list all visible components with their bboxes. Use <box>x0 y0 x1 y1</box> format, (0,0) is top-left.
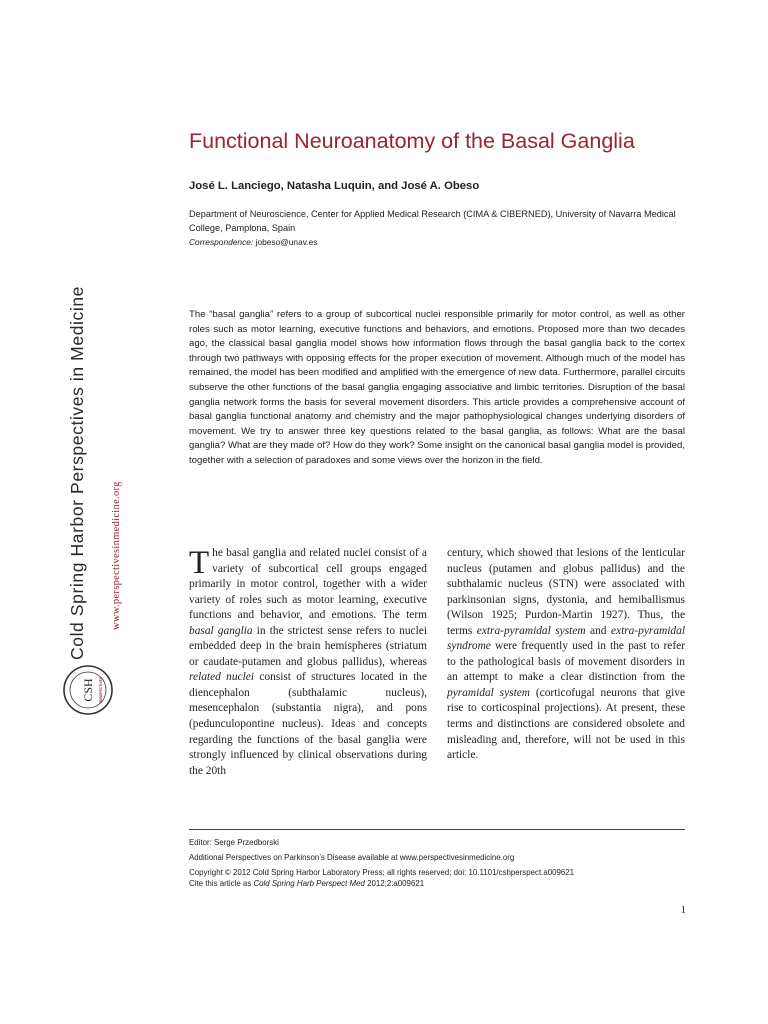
body-text: century, which showed that lesions of the lenticular nucleus (putamen and globus pallidus) and the subthalamic nucleus (STN) were associated with parkinsonian signs, dystonia, and hemiballismus (Wilson 1925; Purdon-Martin 1927). Thus, the terms <box>447 547 685 637</box>
abstract: The “basal ganglia” refers to a group of subcortical nuclei responsible primarily for motor control, as well as other roles such as motor learning, executive functions and behaviors, and emotions. Proposed more than two decades ago, the classical basal ganglia model shows how information flows through the basal ganglia back to the cortex through two pathways with opposing effects for the proper execution of movement. Although much of the model has remained, the model has been modified and amplified with the emergence of new data. Furthermore, parallel circuits subserve the other functions of the basal ganglia engaging associative and limbic territories. Disruption of the basal ganglia network forms the basis for several movement disorders. This article provides a comprehensive account of basal ganglia functional anatomy and chemistry and the major pathophysiological changes underlying disorders of movement. We try to answer three key questions related to the basal ganglia, as follows: What are the basal ganglia? What are they made of? How do they work? Some insight on the canonical basal ganglia model is provided, together with a selection of paradoxes and some views over the horizon in the field. <box>189 309 685 466</box>
body-text: were frequently used in the past to refer to the pathological basis of movement disorders in an attempt to make a clear distinction from the <box>447 640 685 684</box>
body-text: in the strictest sense refers to nuclei embedded deep in the brain hemispheres (striatum or caudate-putamen and globus pallidus), whereas <box>189 624 427 668</box>
drop-cap: T <box>189 545 210 581</box>
cite-prefix: Cite this article as <box>189 879 254 888</box>
affiliation: Department of Neuroscience, Center for Applied Medical Research (CIMA & CIBERNED), University of Navarra Medical College, Pamplona, Spain <box>189 209 676 233</box>
journal-name-vertical: Cold Spring Harbor Perspectives in Medicine <box>67 285 87 660</box>
body-column-left <box>189 546 427 779</box>
body-italic: extra-pyramidal system <box>476 624 586 637</box>
additional-perspectives-note: Additional Perspectives on Parkinson’s Disease available at www.perspectivesinmedicine.org <box>189 853 515 862</box>
body-column-right <box>447 546 685 764</box>
journal-url-vertical[interactable]: www.perspectivesinmedicine.org <box>111 481 122 630</box>
copyright-line: Copyright © 2012 Cold Spring Harbor Laboratory Press; all rights reserved; doi: 10.1101/cshperspect.a009621 <box>189 868 575 877</box>
csh-logo <box>58 660 118 720</box>
cite-suffix: 2012;2:a009621 <box>364 879 425 888</box>
body-text: consist of structures located in the diencephalon (subthalamic nucleus), mesencephalon (substantia nigra), and pons (pedunculopontine nucleus). Ideas and concepts regarding the functions of the basal ganglia were strongly influenced by clinical observations during the 20th <box>189 671 427 777</box>
body-italic: related nuclei <box>189 671 254 684</box>
body-text: he basal ganglia and related nuclei consist of a variety of subcortical cell groups engaged primarily in motor control, together with a wider variety of roles such as motor learning, executive functions and behavior, and emotions. The term <box>189 547 427 622</box>
correspondence-label: Correspondence: <box>189 237 254 247</box>
editor-note: Editor: Serge Przedborski <box>189 838 279 847</box>
page-number: 1 <box>680 904 686 916</box>
body-italic: extra-pyramidal syndrome <box>447 624 685 653</box>
cite-journal: Cold Spring Harb Perspect Med <box>253 879 365 888</box>
logo-ring-text: PERSPECTIVES <box>99 676 103 704</box>
body-text: and <box>585 624 611 637</box>
article-title: Functional Neuroanatomy of the Basal Ganglia <box>189 129 635 153</box>
correspondence-email[interactable]: jobeso@unav.es <box>255 237 318 247</box>
correspondence <box>189 237 317 247</box>
body-italic: basal ganglia <box>189 624 253 637</box>
author-list: José L. Lanciego, Natasha Luquin, and José A. Obeso <box>189 180 480 192</box>
logo-text: CSH <box>81 678 95 702</box>
body-italic: pyramidal system <box>447 686 531 699</box>
body-text: (corticofugal neurons that give rise to corticospinal projections). At present, these terms and distinctions are considered obsolete and misleading and, therefore, will not be used in this article. <box>447 686 686 762</box>
footer-divider <box>189 829 685 830</box>
citation-line <box>189 879 424 888</box>
